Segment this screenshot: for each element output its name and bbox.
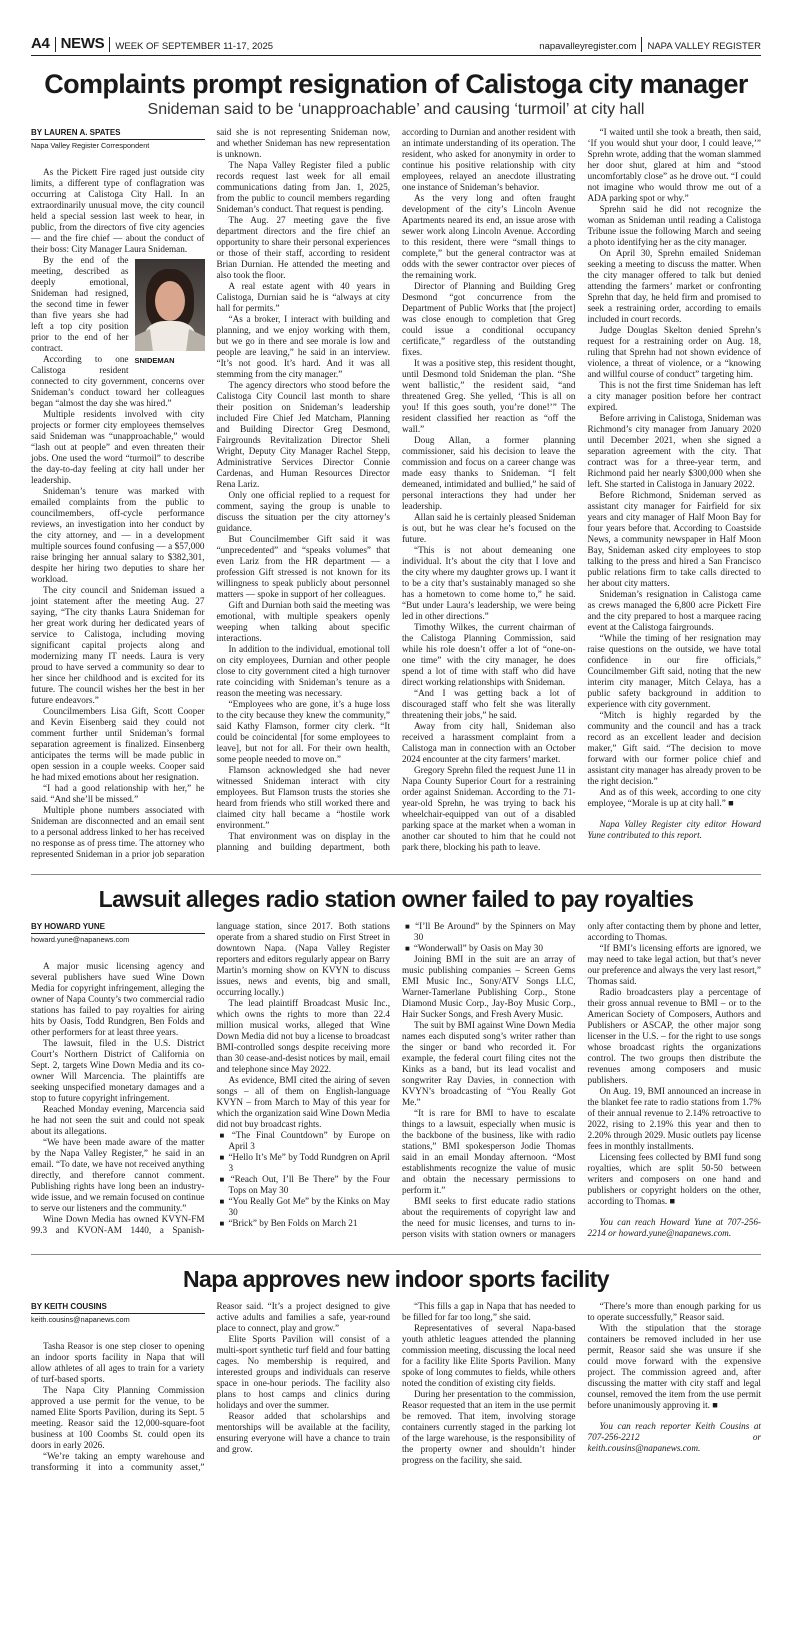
article-paragraph: Wine Down Media has owned KVYN-FM 99.3 and KVON-AM 1440, a Spanish-language station, since 2017. Both stations operate from a shared studio on First Street in downtown Napa. (Napa Valley Register reporters and editors regularly appear on Barry Martin’s morning show on KVYN to discuss issues, news and events, big and small, occurring locally.) <box>31 921 390 1235</box>
article-paragraph: Before arriving in Calistoga, Snideman was Richmond’s city manager from January 2020 until December 2021, when she signed a separation agreement with the city. That contract was for a three-year term, and Richmond paid her nearly $300,000 when she left. She started in Calistoga in January 2022. <box>587 413 761 489</box>
article2-body <box>31 921 761 1240</box>
article-paragraph: Multiple phone numbers associated with Snideman are disconnected and an email sent to a personal address linked to her has received no response as of press time. The attorney who represented Snideman in a prior job separation said she is not representing Snideman now, and whether Snideman has new representation is unknown. <box>31 127 390 859</box>
article-paragraph: Elite Sports Pavilion will consist of a multi-sport synthetic turf field and four batting cages. No membership is required, and interested groups and individuals can reserve space in one-hour periods. The facility also plans to host camps and clinics during holidays and over the summer. <box>216 1334 390 1410</box>
article-paragraph: But Councilmember Gift said it was “unprecedented” and “speaks volumes” that even Lariz from the HR department — a profession Gift stressed is not known for its willingness to speak publicly about personnel matters — spoke in support of her colleagues. <box>216 534 390 599</box>
snideman-photo <box>135 259 205 366</box>
article3-body <box>31 1301 761 1473</box>
song-list-item: ■ “Hello It’s Me” by Todd Rundgren on April 3 <box>217 1152 391 1174</box>
song-list-item: ■ “Brick” by Ben Folds on March 21 <box>217 1218 391 1229</box>
article-paragraph: Before Richmond, Snideman served as assistant city manager for Fairfield for six years and city manager of Half Moon Bay for four years before that. According to Coastside News, a community newspaper in Half Moon Bay, Snideman asked city employees to stop talking to the press and hired a San Francisco public relations firm to take calls directed to her about city matters. <box>587 490 761 588</box>
article-paragraph: The lead plaintiff Broadcast Music Inc., which owns the rights to more than 22.4 million musical works, alleged that Wine Down Media did not buy a license to broadcast BMI-controlled songs despite receiving more than 30 cease-and-desist notices by mail, email and telephone since May 2022. <box>216 998 390 1074</box>
article-paragraph: Away from city hall, Snideman also received a harassment complaint from a Calistoga man in connection with an October 2024 encounter at the city farmers’ market. <box>402 721 576 764</box>
article-paragraph: “It is rare for BMI to have to escalate things to a lawsuit, especially when music is the backbone of the business, like with radio stations,” BMI spokesperson Jodie Thomas said in an email Monday afternoon. “Most establishments recognize the value of music and obtain the necessary permissions to perform it.” <box>402 1108 576 1195</box>
article-paragraph: Radio broadcasters play a percentage of their gross annual revenue to BMI – or to the American Society of Composers, Authors and Publishers or ASCAP, the other major song licenser in the U.S. – for the right to use songs whose broadcast rights the organizations control. The two groups then distribute the revenues among composers and music publishers. <box>587 987 761 1085</box>
article-paragraph: The Napa City Planning Commission approved a use permit for the venue, to be named Elite Sports Pavilion, during its Sept. 5 meeting. Reasor said the 12,000-square-foot business at 100 Coombs St. could open its doors in early 2026. <box>31 1385 205 1450</box>
page-folio <box>31 36 761 56</box>
article-paragraph: Snideman’s resignation in Calistoga came as crews managed the 6,800 acre Pickett Fire and the city prepared to host a marquee racing event at the Calistoga fairgrounds. <box>587 589 761 632</box>
article-paragraph: BMI seeks to first educate radio stations about the requirements of copyright law and the need for music licenses, and turns to in-person visits with station owners or managers only after contacting them by phone and letter, according to Thomas. <box>402 921 761 1239</box>
song-list-item: ■ “The Final Countdown” by Europe on April 3 <box>217 1130 391 1152</box>
song-list-item: ■ “You Really Got Me” by the Kinks on May 30 <box>217 1196 391 1218</box>
article-paragraph: “Mitch is highly regarded by the community and the council and has a track record as an excellent leader and decision maker,” Gift said. “The decision to move forward with our former police chief and assistant city manager has already proven to be the right decision.” <box>587 710 761 786</box>
byline-email[interactable]: keith.cousins@napanews.com <box>31 1315 130 1324</box>
article-paragraph: A real estate agent with 40 years in Calistoga, Durnian said he is “always at city hall for permits.” <box>216 281 390 313</box>
article-paragraph: As the very long and often fraught development of the city’s Lincoln Avenue Apartments neared its end, an issue arose with sewer work along Lincoln Avenue. According to this resident, there were “small things to complete,” but the general contractor was at odds with the sewer contractor over pieces of the remaining work. <box>402 193 576 280</box>
article-paragraph: On April 30, Sprehn emailed Snideman seeking a meeting to discuss the matter. When the city manager offered to talk but denied attending the farmers’ market or confronting Sprehn that day, he held firm and promised to seek a restraining order, according to emails included in court records. <box>587 248 761 324</box>
article-paragraph: According to one Calistoga resident connected to city government, concerns over Snideman’s conduct toward her colleagues began “almost the day she was hired.” <box>31 354 205 408</box>
article-tagline: You can reach reporter Keith Cousins at 707-256-2212 or keith.cousins@napanews.com. <box>587 1421 761 1453</box>
article-paragraph: “This fills a gap in Napa that has needed to be filled for far too long,” she said. <box>402 1301 576 1322</box>
byline: BY LAUREN A. SPATES <box>31 127 205 140</box>
article-paragraph: Flamson acknowledged she had never witnessed Snideman interact with city employees. But Flamson trusts the stories she heard from friends who still worked there and claimed city hall became a “hostile work environment.” <box>216 765 390 830</box>
article-paragraph: As the Pickett Fire raged just outside city limits, a different type of conflagration was occurring at Calistoga City Hall. In an extraordinarily unusual move, the city council held a special session last week to hear, in public, from the directors of five city agencies — and the fire chief — about the conduct of their boss: City Manager Laura Snideman. <box>31 167 205 254</box>
article-paragraph: As evidence, BMI cited the airing of seven songs – all of them on English-language KVYN – from March to May of this year for which the organization said Wine Down Media did not buy broadcast rights. <box>216 1075 390 1129</box>
article2-headline: Lawsuit alleges radio station owner failed to pay royalties <box>98 886 694 912</box>
divider <box>55 37 56 52</box>
article-paragraph: Only one official replied to a request for comment, saying the group is unable to discuss the situation per the city attorney’s guidance. <box>216 490 390 533</box>
byline-credit: Napa Valley Register Correspondent <box>31 141 150 150</box>
article-paragraph: Allan said he is certainly pleased Snideman is out, but he was clear he’s focused on the future. <box>402 512 576 544</box>
article-paragraph: Gregory Sprehn filed the request June 11 in Napa County Superior Court for a restraining order against Snideman. According to the 71-year-old Sprehn, he was trying to back his wheelchair-equipped van out of a disabled parking space at the market when a woman in another car shouted to him that he could not park there, blocking his path to leave. <box>402 765 576 852</box>
publication-name: NAPA VALLEY REGISTER <box>647 41 761 52</box>
page-number: A4 <box>31 35 50 52</box>
article-paragraph: “This is not about demeaning one individual. It’s about the city that I love and the city where my daughter grows up. I want it to be a city that’s sustainably managed so she has a hometown to come home to,” he said. “But under Laura’s leadership, we were being led in other directions.” <box>402 545 576 621</box>
article-paragraph: Tasha Reasor is one step closer to opening an indoor sports facility in Napa that will allow athletes of all ages to train for a variety of turf-based sports. <box>31 1341 205 1384</box>
song-list-item: ■ “Reach Out, I’ll Be There” by the Four Tops on May 30 <box>217 1174 391 1196</box>
article-paragraph: The suit by BMI against Wine Down Media names each disputed song’s writer rather than the singer or band who recorded it. For example, the federal court filing cites not the Kinks as a band, but its lead vocalist and songwriter Ray Davies, in connection with KVYN’s broadcasting of “You Really Got Me.” <box>402 1020 576 1107</box>
article1-headline: Complaints prompt resignation of Calistoga city manager <box>44 69 748 99</box>
article-paragraph: On Aug. 19, BMI announced an increase in the blanket fee rate to radio stations from 1.7% of their annual revenue to 2.14% retroactive to 2022, rising to 2.19% this year and then to 2.20% through 2029. Music outlets pay license fees in monthly installments. <box>587 1086 761 1151</box>
article-paragraph: Sprehn said he did not recognize the woman as Snideman until reading a Calistoga Tribune issue the following March and seeing a photo identifying her as the city manager. <box>587 204 761 247</box>
song-list-item: ■ “Wonderwall” by Oasis on May 30 <box>402 943 576 954</box>
article-paragraph: A major music licensing agency and several publishers have sued Wine Down Media for copyright infringement, alleging the owner of Napa County’s two commercial radio stations has failed to pay royalties for airing hits by Oasis, Todd Rundgren, Ben Folds and other performers for at least three years. <box>31 961 205 1037</box>
song-list-item: ■ “I’ll Be Around” by the Spinners on May 30 <box>402 921 576 943</box>
article-paragraph: Joining BMI in the suit are an array of music publishing companies – Screen Gems EMI Music Inc., Sony/ATV Songs LLC, Warner-Tamerlane Publishing Corp., Stone Diamond Music Corp., Jay-Boy Music Corp., Hair Sucker Songs, and Fresh Avery Music. <box>402 954 576 1019</box>
article-paragraph: Snideman’s tenure was marked with emailed complaints from the public to councilmembers, off-cycle performance reviews, an investigation into her conduct by the city attorney, and — in a development multiple sources found confusing — a $57,000 raise bringing her annual salary to $382,301, despite her hiring two deputies to share her workload. <box>31 486 205 584</box>
article-paragraph: By the end of the meeting, described as deeply emotional, Snideman had resigned, the second time in fewer than five years she had left a top city position prior to the end of her contract. <box>31 255 129 353</box>
article-paragraph: Timothy Wilkes, the current chairman of the Calistoga Planning Commission, said while his role doesn’t offer a lot of “one-on-one time” with the city manager, he does spend a lot of time with staff who did have direct working relationships with Snideman. <box>402 622 576 687</box>
article-paragraph: Councilmembers Lisa Gift, Scott Cooper and Kevin Eisenberg said they could not comment further until Snideman’s formal separation agreement is finalized. Einsenberg anticipates the terms will be made public in open session in a couple weeks. Cooper said he had mixed emotions about her resignation. <box>31 706 205 782</box>
article-paragraph: “I had a good relationship with her,” he said. “And she’ll be missed.” <box>31 783 205 804</box>
divider <box>109 37 110 52</box>
article3-headline: Napa approves new indoor sports facility <box>183 1266 609 1292</box>
divider <box>641 37 642 52</box>
article-paragraph: “If BMI’s licensing efforts are ignored, we may need to take legal action, but that’s never our preference and always the very last resort,” Thomas said. <box>587 943 761 986</box>
website-link[interactable]: napavalleyregister.com <box>539 41 637 52</box>
article-tagline: Napa Valley Register city editor Howard Yune contributed to this report. <box>587 819 761 840</box>
article-paragraph: Judge Douglas Skelton denied Sprehn’s request for a restraining order on Aug. 18, ruling that Sprehn had not shown evidence of violence, a threat of violence, or a “knowing and willful course of conduct” targeting him. <box>587 325 761 379</box>
byline: BY KEITH COUSINS <box>31 1301 205 1314</box>
article-paragraph: Reached Monday evening, Marcencia said he had not seen the suit and could not speak about its allegations. <box>31 1104 205 1136</box>
article-paragraph: Gift and Durnian both said the meeting was emotional, with multiple speakers openly weeping when talking about specific interactions. <box>216 600 390 643</box>
photo-caption: SNIDEMAN <box>134 356 175 365</box>
article-paragraph: In addition to the individual, emotional toll on city employees, Durnian and other people close to city government cited a high turnover rate coinciding with Snideman’s tenure as a reason the meeting was necessary. <box>216 644 390 698</box>
issue-date: WEEK OF SEPTEMBER 11-17, 2025 <box>115 41 274 52</box>
article-paragraph: Doug Allan, a former planning commissioner, said his decision to leave the commission and focus on a career change was made easy thanks to Snideman. “I felt demeaned, intimidated and bullied,” he said of personal interactions they had under her leadership. <box>402 435 576 511</box>
byline: BY HOWARD YUNE <box>31 921 205 934</box>
article-paragraph: During her presentation to the commission, Reasor requested that an item in the use permit be removed. That item, involving storage containers currently staged in the parking lot of the large warehouse, is the responsibility of the property owner and shouldn’t hinder progress on the facility, she said. <box>402 1389 576 1465</box>
article-paragraph: “And I was getting back a lot of discouraged staff who felt she was literally threatening their jobs,” he said. <box>402 688 576 720</box>
article-paragraph: “While the timing of her resignation may raise questions on the outside, we have total confidence in our fire officials,” Councilmember Gift said, noting that the new interim city manager, Mitch Celaya, has a public safety background in addition to experience with city government. <box>587 633 761 709</box>
article-paragraph: Multiple residents involved with city projects or former city employees themselves said Snideman was “unapproachable,” would “lash out at people” and even threaten their jobs. One used the word “turmoil” to describe the day-to-day feeling at city hall under her leadership. <box>31 409 205 485</box>
article-paragraph: “There’s more than enough parking for us to operate successfully,” Reasor said. <box>587 1301 761 1322</box>
byline-email[interactable]: howard.yune@napanews.com <box>31 935 130 944</box>
article-paragraph: And as of this week, according to one city employee, “Morale is up at city hall.” ■ <box>587 787 761 808</box>
article-divider <box>31 1254 761 1255</box>
article-paragraph: That environment was on display in the planning and building department, both according to Durnian and another resident with an intimate understanding of its operation. The resident, who asked for anonymity in order to continue his positive relationship with city employees, relayed an anecdote illustrating one instance of Snideman’s behavior. <box>216 127 576 852</box>
article-paragraph: The lawsuit, filed in the U.S. District Court’s Northern District of California on Sept. 2, targets Wine Down Media and its co-owner Will Marcencia. The plaintiffs are seeking unspecified monetary damages and a stop to future copyright infringement. <box>31 1038 205 1103</box>
newspaper-page <box>31 0 761 1483</box>
article-paragraph: The city council and Snideman issued a joint statement after the meeting Aug. 27 saying, “The city thanks Laura Snideman for her great work during her dedicated years of service to Calistoga, including moving significant capital projects along and modernizing many IT needs. Laura is very proud to have served a community so dear to her since her childhood and is excited for its future. The council wishes her the best in her future endeavors.” <box>31 585 205 705</box>
article-paragraph: Representatives of several Napa-based youth athletic leagues attended the planning commission meeting, discussing the local need for a facility like Elite Sports Pavilion. Many spoke of long commutes to fields, while others noted the condition of existing city fields. <box>402 1323 576 1388</box>
article-paragraph: The Aug. 27 meeting gave the five department directors and the fire chief an opportunity to share their personal experiences or those of their staff, according to resident Brian Durnian. He attended the meeting and also took the floor. <box>216 215 390 280</box>
article-divider <box>31 874 761 875</box>
article-paragraph: With the stipulation that the storage containers be removed included in her use permit, Reasor said she was unsure if she could move forward with the expensive project. The commission agreed and, after discussing the matter with city staff and legal counsel, removed the item from the use permit before unanimously approving it. ■ <box>587 1323 761 1410</box>
section-name: NEWS <box>60 35 105 52</box>
portrait-image <box>135 259 205 351</box>
article-tagline: You can reach Howard Yune at 707-256-2214 or howard.yune@napanews.com. <box>587 1217 761 1238</box>
article-paragraph: “We have been made aware of the matter by the Napa Valley Register,” he said in an email. “To date, we have not received anything directly, and therefore cannot comment. Publishing rights have long been an industry-wide issue, and we remain focused on continue to serve our listeners and the community.” <box>31 1137 205 1213</box>
article-paragraph: The agency directors who stood before the Calistoga City Council last month to share their position on Snideman’s leadership included Fire Chief Jed Matcham, Planning and Building Director Greg Desmond, Fairgrounds Revitalization Director Sheli Wright, Deputy City Manager Rachel Stepp, Administrative Services Director Connie Cardenas, and Human Resources Director Rena Lariz. <box>216 380 390 489</box>
article-paragraph: “Employees who are gone, it’s a huge loss to the city because they knew the community,” said Kathy Flamson, former city clerk. “It could be coincidental [for some employees to leave], but not for all. For their own health, some people needed to move on.” <box>216 699 390 764</box>
article1-subheadline: Snideman said to be ‘unapproachable’ and causing ‘turmoil’ at city hall <box>147 101 645 118</box>
article-paragraph: It was a positive step, this resident thought, until Desmond told Snideman the plan. “She went ballistic,” the resident said, “and threatened Greg. She yelled, ‘This is all on you! If this goes south, you’re done!’” The resident classified her reaction as “off the wall.” <box>402 358 576 434</box>
article1-body <box>31 127 761 860</box>
article-paragraph: “I waited until she took a breath, then said, ‘If you would shut your door, I could leave,’” Sprehn wrote, adding that the woman slammed her door shut, glared at him and “stood uncomfortably close” as he drove out. “I could not imagine who would throw me out of a ADA parking spot or why.” <box>587 127 761 203</box>
article-paragraph: The Napa Valley Register filed a public records request last week for all email communications dating from Jan. 1, 2025, from the public to council members regarding Snideman’s conduct. That request is pending. <box>216 160 390 214</box>
article-paragraph: “We’re taking an empty warehouse and transforming it into a community asset,” Reasor said. “It’s a project designed to give active adults and families a safe, year-round place to connect, play and grow.” <box>31 1301 390 1472</box>
article-paragraph: Reasor added that scholarships and mentorships will be available at the facility, ensuring everyone will have a chance to train and grow. <box>216 1411 390 1454</box>
article-paragraph: This is not the first time Snideman has left a city manager position before her contract expired. <box>587 380 761 412</box>
article-paragraph: Licensing fees collected by BMI fund song royalties, which are split 50-50 between writers and composers on one hand and publishers or copyright holders on the other, according to Thomas. ■ <box>587 1152 761 1206</box>
article-paragraph: “As a broker, I interact with building and planning, and we enjoy working with them, but we go in there and see morale is low and people are leaving,” he said in an interview. “It’s not good. It’s hard. And it was all stemming from the city manager.” <box>216 314 390 379</box>
article-paragraph: Director of Planning and Building Greg Desmond “got concurrence from the Department of Public Works that [the project] was close enough to completion that Greg could issue a conditional occupancy certificate,” regardless of the outstanding fixes. <box>402 281 576 357</box>
